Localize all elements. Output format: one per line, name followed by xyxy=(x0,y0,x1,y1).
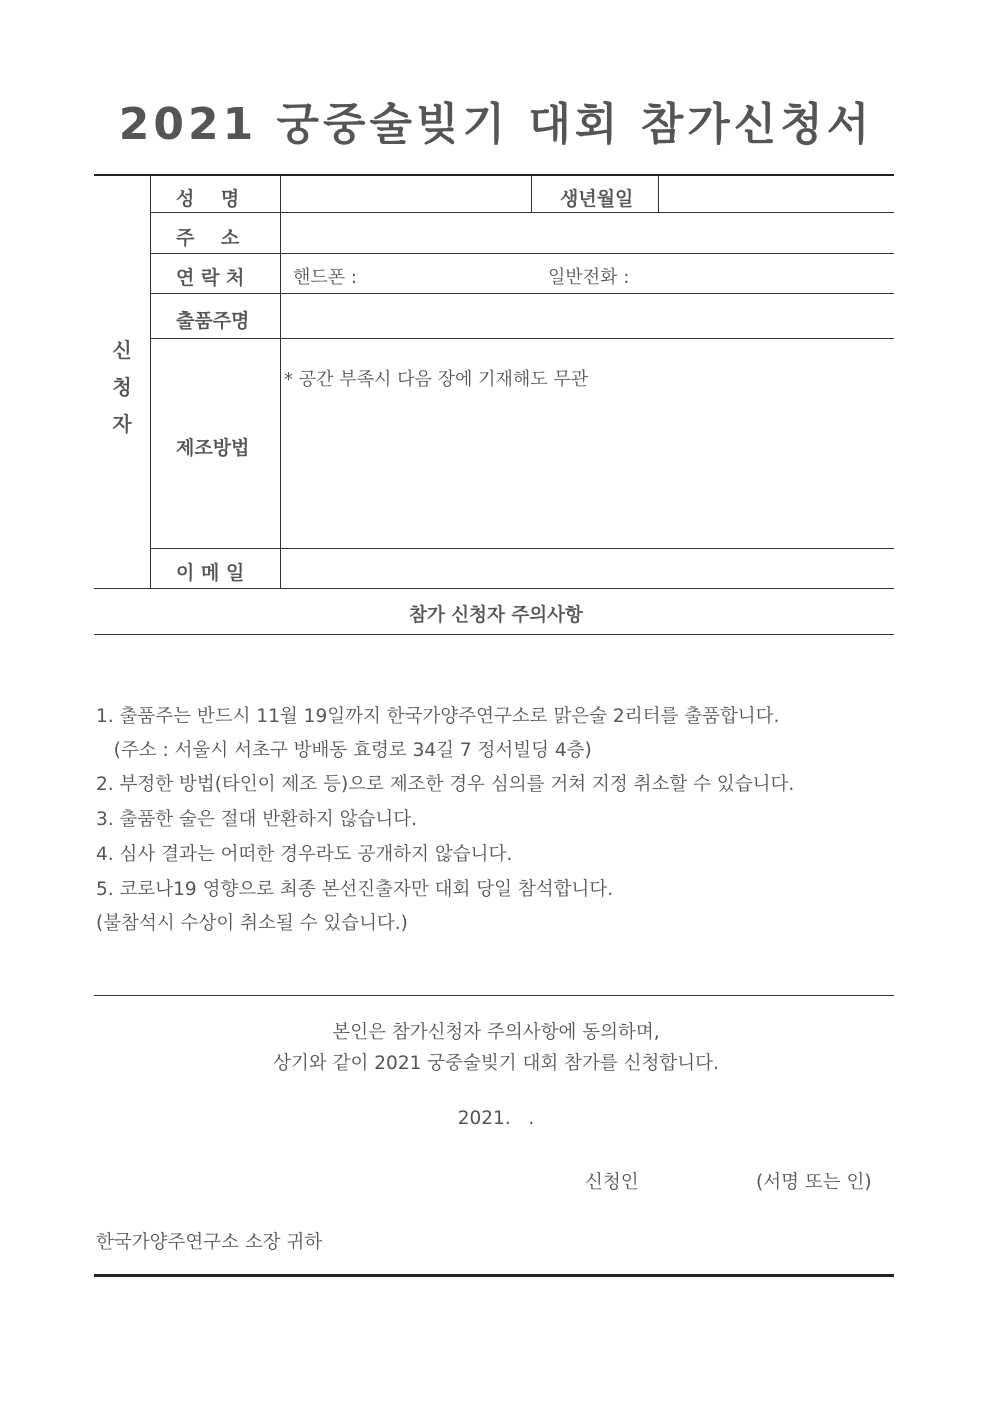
email-label: 이 메 일 xyxy=(176,562,245,584)
notice-item: (주소 : 서울시 서초구 방배동 효령로 34길 7 정서빌딩 4층) xyxy=(96,740,592,761)
bottom-border xyxy=(94,1274,894,1277)
name-label: 성 명 xyxy=(176,188,240,210)
signature-label: (서명 또는 인) xyxy=(756,1172,872,1193)
mobile-label: 핸드폰 : xyxy=(293,267,357,288)
notice-item: 1. 출품주는 반드시 11월 19일까지 한국가양주연구소로 맑은술 2리터를 출품합니다. xyxy=(96,706,780,727)
email-field[interactable] xyxy=(282,550,893,587)
notice-item: 3. 출품한 술은 절대 반환하지 않습니다. xyxy=(96,809,418,830)
notice-item: 2. 부정한 방법(타인이 제조 등)으로 제조한 경우 심의를 거쳐 지정 취소할 수 있습니다. xyxy=(96,774,795,795)
product-label: 출품주명 xyxy=(176,310,250,332)
notice-item: (불참석시 수상이 취소될 수 있습니다.) xyxy=(96,913,408,934)
method-label: 제조방법 xyxy=(176,437,250,459)
notice-heading-border xyxy=(94,634,894,635)
method-note: * 공간 부족시 다음 장에 기재해도 무관 xyxy=(284,369,589,390)
row-divider xyxy=(150,253,894,254)
row-divider xyxy=(150,212,894,213)
agreement-line: 상기와 같이 2021 궁중술빚기 대회 참가를 신청합니다. xyxy=(273,1053,719,1074)
notice-heading: 참가 신청자 주의사항 xyxy=(409,605,583,626)
addressee: 한국가양주연구소 소장 귀하 xyxy=(96,1232,323,1253)
agreement-line: 본인은 참가신청자 주의사항에 동의하며, xyxy=(332,1022,660,1043)
notice-item: 5. 코로나19 영향으로 최종 본선진출자만 대회 당일 참석합니다. xyxy=(96,879,614,900)
application-date: 2021. . xyxy=(457,1108,535,1129)
side-char: 신 xyxy=(112,338,132,362)
applicant-side-label xyxy=(100,332,144,443)
row-divider xyxy=(150,338,894,339)
address-label: 주 소 xyxy=(176,227,240,249)
page-title: 2021 궁중술빚기 대회 참가신청서 xyxy=(118,99,874,150)
table-divider xyxy=(150,175,151,588)
table-bottom-border xyxy=(94,588,894,589)
birth-label: 생년월일 xyxy=(560,188,634,210)
phone-label: 일반전화 : xyxy=(548,267,630,288)
name-field[interactable] xyxy=(282,177,530,211)
table-divider xyxy=(531,175,532,212)
product-field[interactable] xyxy=(282,295,893,337)
side-char: 자 xyxy=(112,412,132,436)
table-divider xyxy=(280,175,281,588)
agreement-divider xyxy=(94,995,894,996)
birth-field[interactable] xyxy=(660,177,893,211)
table-divider xyxy=(658,175,659,212)
row-divider xyxy=(150,293,894,294)
contact-label: 연 락 처 xyxy=(176,267,245,289)
table-top-border xyxy=(94,174,894,176)
applicant-label: 신청인 xyxy=(585,1172,639,1193)
side-char: 청 xyxy=(112,375,132,399)
notice-item: 4. 심사 결과는 어떠한 경우라도 공개하지 않습니다. xyxy=(96,844,513,865)
row-divider xyxy=(150,548,894,549)
address-field[interactable] xyxy=(282,214,893,252)
